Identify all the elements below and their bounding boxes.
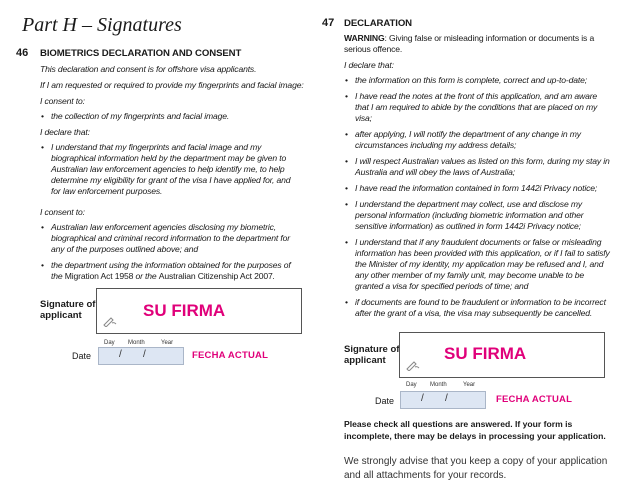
list-item: • I understand the department may collect, use and disclose my personal information (including biometric information and other sensitive information) as outlined in form 1442i Privacy notice; (344, 199, 610, 232)
signature-box-right[interactable] (399, 332, 605, 378)
question-heading-47: DECLARATION (344, 18, 413, 29)
intro-offshore: This declaration and consent is for offshore visa applicants. (40, 64, 257, 74)
warning-bold: WARNING (344, 33, 385, 43)
date-year-head-left: Year (161, 340, 174, 346)
signature-overlay-left: SU FIRMA (143, 301, 226, 320)
part-title: Part H – Signatures (22, 14, 182, 36)
signature-label-left: Signature of applicant (40, 299, 96, 321)
list-item-text: or the (133, 271, 159, 281)
intro-requested: If I am requested or required to provide my fingerprints and facial image: (40, 80, 304, 90)
list-item: • if documents are found to be fraudulent or information to be incorrect after the grant of a visa, the visa may subsequently be cancelled. (344, 297, 610, 319)
list-item-text: . (272, 271, 275, 281)
date-overlay-left: FECHA ACTUAL (192, 350, 269, 361)
date-separator: / (445, 393, 448, 404)
check-questions-note: Please check all questions are answered. If your form is incomplete, there may be delays in processing your application. (344, 419, 606, 441)
act-name-migration: Migration Act 1958 (64, 271, 134, 281)
declare-label-47: I declare that: (344, 60, 394, 70)
list-item-text: the department using the information obtained for the purposes of the (51, 260, 291, 281)
act-name-citizenship: Australian Citizenship Act 2007 (158, 271, 273, 281)
consent-list-2 (40, 222, 302, 287)
warning-body: : Giving false or misleading information or documents is a serious offence. (344, 33, 595, 54)
list-item: • I have read the information contained in form 1442i Privacy notice; (344, 183, 610, 194)
list-item: • the information on this form is complete, correct and up-to-date; (344, 75, 610, 86)
list-item: • I understand that my fingerprints and facial image and my biographical information held by the department may be given to Australian law enforcement agencies to help identify me, to help determine my eligibility for grant of the visa I have applied for, and for law enforcement purposes. (40, 142, 302, 197)
declare-list-47 (344, 75, 610, 324)
signature-overlay-right: SU FIRMA (444, 344, 527, 363)
list-item: • after applying, I will notify the department of any change in my circumstances including my address details; (344, 129, 610, 151)
consent-list-1 (40, 111, 300, 127)
date-label-right: Date (375, 396, 395, 406)
date-day-head-right: Day (406, 382, 417, 388)
declare-list-46 (40, 142, 302, 202)
list-item: • I understand that if any fraudulent documents or false or misleading information has been provided with this application, or if I fail to satisfy the Minister of my identity, my application may be refused and I, and any other member of my family unit, may become unable to be granted a visa for specified periods of time; and (344, 237, 610, 292)
declare-label-46: I declare that: (40, 127, 90, 137)
list-item: • I will respect Australian values as listed on this form, during my stay in Australia and will obey the laws of Australia; (344, 156, 610, 178)
question-heading-46: BIOMETRICS DECLARATION AND CONSENT (40, 48, 242, 59)
date-overlay-right: FECHA ACTUAL (496, 394, 573, 405)
advise-keep-copy: We strongly advise that you keep a copy of your application and all attachments for your records. (344, 456, 608, 481)
pen-icon (102, 315, 118, 327)
date-separator: / (119, 349, 122, 360)
pen-icon (405, 359, 421, 371)
question-number-46: 46 (16, 47, 29, 59)
date-month-head-left: Month (128, 340, 145, 346)
date-month-head-right: Month (430, 382, 447, 388)
list-item (40, 260, 302, 282)
date-separator: / (421, 393, 424, 404)
list-item: • Australian law enforcement agencies disclosing my biometric, biographical and criminal record information to the department for any of the purposes outlined above; and (40, 222, 302, 255)
date-label-left: Date (72, 351, 92, 361)
list-item: • I have read the notes at the front of this application, and am aware that I am required to abide by the conditions that are placed on my visa; (344, 91, 610, 124)
signature-label-right: Signature of applicant (344, 344, 400, 366)
date-year-head-right: Year (463, 382, 476, 388)
warning-text (344, 33, 606, 55)
date-day-head-left: Day (104, 340, 115, 346)
consent-label-1: I consent to: (40, 96, 85, 106)
consent-label-2: I consent to: (40, 207, 85, 217)
signature-box-left[interactable] (96, 288, 302, 334)
question-number-47: 47 (322, 17, 335, 29)
list-item: • the collection of my fingerprints and facial image. (40, 111, 300, 122)
date-separator: / (143, 349, 146, 360)
date-input-left[interactable] (98, 347, 184, 365)
date-input-right[interactable] (400, 391, 486, 409)
